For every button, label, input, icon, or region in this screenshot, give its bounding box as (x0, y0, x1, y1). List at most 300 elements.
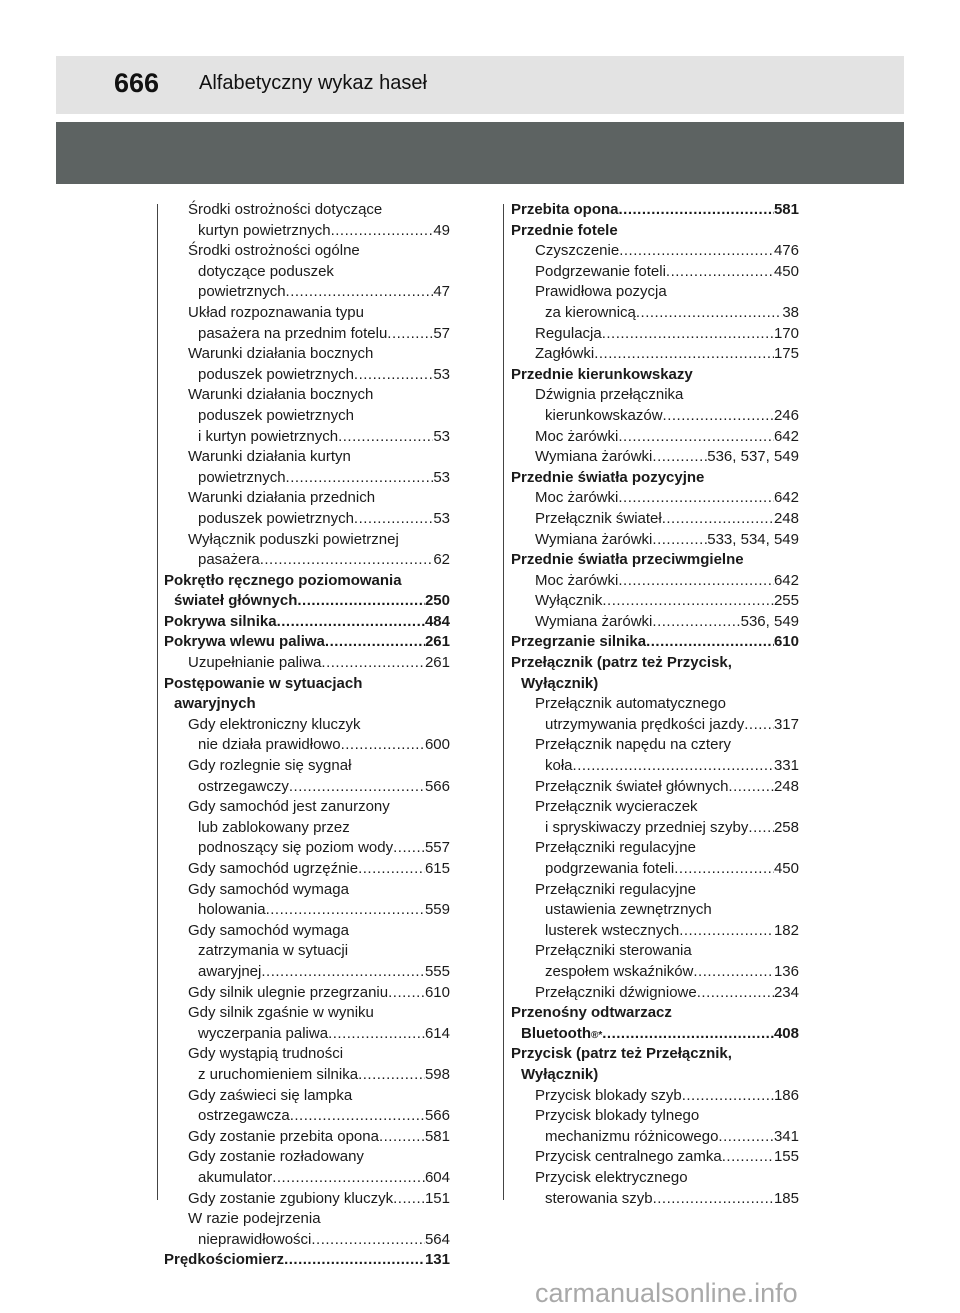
index-entry (164, 1189, 450, 1210)
index-term: i kurtyn powietrznych (198, 427, 339, 445)
index-entry (164, 1024, 450, 1045)
page-reference: 317 (773, 715, 799, 733)
leader-dots (290, 1106, 425, 1127)
index-term: Przełącznik wycieraczek (535, 798, 698, 816)
index-entry (511, 262, 799, 283)
index-entry (511, 200, 799, 221)
index-entry (511, 735, 799, 756)
page-reference: 53 (433, 427, 450, 445)
page-reference: 555 (424, 962, 450, 980)
index-entry (164, 488, 450, 509)
page-reference: 533, 534, 549 (707, 530, 799, 548)
index-entry (164, 715, 450, 736)
index-term: Warunki działania przednich (188, 489, 376, 507)
page-reference: 581 (424, 1127, 450, 1145)
index-entry (164, 921, 450, 942)
index-entry (511, 468, 799, 489)
index-entry (164, 324, 450, 345)
index-term: Gdy silnik zgaśnie w wyniku (188, 1004, 374, 1022)
index-term: lub zablokowany przez (198, 818, 350, 836)
leader-dots (261, 962, 425, 983)
index-term: Czyszczenie (535, 242, 620, 260)
index-term: ostrzegawcza (198, 1107, 290, 1125)
index-entry (164, 385, 450, 406)
index-entry (164, 509, 450, 530)
leader-dots (277, 612, 425, 633)
leader-dots (602, 591, 774, 612)
index-entry (164, 1086, 450, 1107)
index-term: lusterek wstecznych (545, 921, 680, 939)
index-entry: Bluetooth ®* ..... 408 (511, 1024, 799, 1045)
index-entry (511, 571, 799, 592)
index-entry (511, 488, 799, 509)
index-term: Wyłącznik) (521, 674, 599, 692)
leader-dots (618, 488, 774, 509)
index-term: sterowania szyb (545, 1189, 653, 1207)
page-reference: 476 (773, 242, 799, 260)
index-term: Przełącznik (patrz też Przycisk, (511, 654, 732, 672)
leader-dots (602, 1024, 774, 1045)
leader-dots (289, 777, 425, 798)
leader-dots (748, 818, 774, 839)
index-entry (511, 241, 799, 262)
page-reference: 53 (433, 509, 450, 527)
index-term: Gdy zostanie zgubiony kluczyk (188, 1189, 394, 1207)
index-entry (511, 612, 799, 633)
leader-dots (682, 1086, 774, 1107)
page-reference: 331 (773, 757, 799, 775)
index-term: Moc żarówki (535, 489, 619, 507)
leader-dots (379, 1127, 425, 1148)
index-entry (164, 818, 450, 839)
index-entry (511, 632, 799, 653)
index-entry (511, 900, 799, 921)
leader-dots (662, 509, 774, 530)
page-reference: 536, 549 (740, 612, 799, 630)
index-term: zatrzymania w sytuacji (198, 942, 349, 960)
index-entry (164, 427, 450, 448)
leader-dots (286, 468, 434, 489)
index-term: Pokrywa silnika (164, 612, 277, 630)
index-term: Przednie fotele (511, 221, 618, 239)
index-entry (511, 1086, 799, 1107)
index-entry (164, 550, 450, 571)
index-term: powietrznych (198, 468, 286, 486)
index-term: Wymiana żarówki (535, 448, 653, 466)
index-entry (511, 591, 799, 612)
index-entry (164, 859, 450, 880)
index-entry (511, 509, 799, 530)
page-reference: 598 (424, 1065, 450, 1083)
leader-dots (693, 962, 774, 983)
index-entry (164, 591, 450, 612)
leader-dots (388, 983, 425, 1004)
leader-dots (636, 303, 782, 324)
index-term: ostrzegawczy (198, 777, 289, 795)
index-term: Gdy rozlegnie się sygnał (188, 757, 352, 775)
index-term: awaryjnej (198, 962, 262, 980)
index-term: holowania (198, 901, 266, 919)
leader-dots (325, 632, 425, 653)
page-reference: 248 (773, 509, 799, 527)
index-term: Przednie światła pozycyjne (511, 468, 705, 486)
index-entry (164, 447, 450, 468)
leader-dots (338, 427, 433, 448)
index-entry (511, 365, 799, 386)
index-term: awaryjnych (174, 695, 256, 713)
page-reference: 484 (424, 612, 450, 630)
page-reference: 57 (433, 324, 450, 342)
index-entry (164, 282, 450, 303)
index-entry (164, 880, 450, 901)
index-term: Przenośny odtwarzacz (511, 1004, 672, 1022)
index-entry (511, 406, 799, 427)
index-term: akumulator (198, 1168, 273, 1186)
index-entry (511, 797, 799, 818)
index-entry (164, 468, 450, 489)
page-number: 666 (114, 68, 160, 98)
page-reference: 234 (773, 983, 799, 1001)
leader-dots (679, 921, 774, 942)
index-entry (511, 530, 799, 551)
index-term: Przycisk blokady szyb (535, 1086, 682, 1104)
page-reference: 53 (433, 468, 450, 486)
page-reference: 536, 537, 549 (707, 448, 799, 466)
index-entry (164, 735, 450, 756)
leader-dots (652, 612, 740, 633)
index-entry (164, 941, 450, 962)
index-term: Wymiana żarówki (535, 530, 653, 548)
index-term: Przełącznik napędu na cztery (535, 736, 731, 754)
leader-dots (652, 447, 707, 468)
index-entry (164, 1147, 450, 1168)
index-term: Wyłącznik) (521, 1065, 599, 1083)
index-term: Moc żarówki (535, 427, 619, 445)
index-term: dotyczące poduszek (198, 262, 334, 280)
index-term: Gdy wystąpią trudności (188, 1045, 344, 1063)
page-reference: 566 (424, 777, 450, 795)
page-reference: 246 (773, 406, 799, 424)
index-term: wyczerpania paliwa (198, 1024, 329, 1042)
leader-dots (653, 1189, 774, 1210)
index-entry (511, 1127, 799, 1148)
leader-dots (618, 571, 774, 592)
leader-dots (286, 282, 434, 303)
index-entry (164, 612, 450, 633)
page-reference: 581 (773, 201, 799, 218)
leader-dots (393, 1189, 425, 1210)
leader-dots (284, 1250, 425, 1271)
index-entry (164, 303, 450, 324)
page-reference: 185 (773, 1189, 799, 1207)
leader-dots (619, 200, 774, 221)
leader-dots (358, 859, 425, 880)
leader-dots (354, 365, 433, 386)
watermark: carmanualsonline.info (535, 1278, 798, 1308)
index-entry (164, 530, 450, 551)
index-entry (164, 694, 450, 715)
page-reference: 255 (773, 592, 799, 610)
index-entry (511, 324, 799, 345)
index-entry (511, 1044, 799, 1065)
index-entry (164, 674, 450, 695)
leader-dots (331, 221, 434, 242)
index-entry (164, 838, 450, 859)
index-term: Przełączniki regulacyjne (535, 839, 696, 857)
leader-dots (260, 550, 434, 571)
index-entry (511, 1189, 799, 1210)
index-entry (511, 1003, 799, 1024)
page-reference: 642 (773, 489, 799, 507)
index-entry (164, 221, 450, 242)
page-reference: 408 (773, 1024, 799, 1042)
leader-dots (602, 324, 774, 345)
page-reference: 248 (773, 777, 799, 795)
index-entry (511, 1065, 799, 1086)
page-reference: 155 (773, 1148, 799, 1166)
leader-dots (387, 324, 433, 345)
index-term: Układ rozpoznawania typu (188, 303, 364, 321)
index-term: Przełącznik świateł (535, 509, 662, 527)
leader-dots (311, 1230, 425, 1251)
index-term: Gdy silnik ulegnie przegrzaniu (188, 983, 389, 1001)
index-entry (164, 1003, 450, 1024)
page-reference: 261 (424, 654, 450, 672)
index-column-left (164, 200, 450, 1271)
index-entry (164, 1168, 450, 1189)
leader-dots (666, 262, 774, 283)
index-term: mechanizmu różnicowego (545, 1127, 719, 1145)
index-entry (511, 221, 799, 242)
index-term: Przełącznik świateł głównych (535, 777, 729, 795)
index-term: Przełącznik automatycznego (535, 695, 726, 713)
index-entry (164, 962, 450, 983)
page-reference: 566 (424, 1107, 450, 1125)
index-term: Postępowanie w sytuacjach (164, 674, 363, 692)
page-reference: 170 (773, 324, 799, 342)
leader-dots (573, 756, 774, 777)
index-term: Gdy zaświeci się lampka (188, 1086, 353, 1104)
index-term: Wyłącznik (535, 592, 603, 610)
index-term: pasażera na przednim fotelu (198, 324, 388, 342)
index-entry (511, 983, 799, 1004)
index-entry (164, 777, 450, 798)
leader-dots (646, 632, 774, 653)
index-entry (164, 241, 450, 262)
index-term: Prawidłowa pozycja (535, 283, 667, 301)
leader-dots (321, 653, 425, 674)
index-term: Gdy samochód wymaga (188, 921, 349, 939)
header-band (56, 122, 904, 184)
index-term: Prędkościomierz (164, 1251, 285, 1269)
index-entry (511, 777, 799, 798)
page-reference: 250 (424, 592, 450, 610)
leader-dots (297, 591, 425, 612)
page-reference: 261 (424, 633, 450, 651)
index-entry (511, 921, 799, 942)
leader-dots (722, 1147, 774, 1168)
index-term: Regulacja (535, 324, 602, 342)
index-term: ustawienia zewnętrznych (545, 901, 712, 919)
index-entry (511, 550, 799, 571)
index-entry (164, 344, 450, 365)
index-entry (164, 571, 450, 592)
index-term: Moc żarówki (535, 571, 619, 589)
page-reference: 38 (782, 303, 799, 321)
page-reference: 131 (424, 1251, 450, 1269)
index-term: powietrznych (198, 283, 286, 301)
index-entry (511, 818, 799, 839)
index-term: podgrzewania foteli (545, 860, 675, 877)
index-entry (511, 694, 799, 715)
index-term: Środki ostrożności dotyczące (188, 201, 383, 218)
index-term: Pokrywa wlewu paliwa (164, 633, 325, 651)
index-term: z uruchomieniem silnika (198, 1065, 359, 1083)
index-entry (511, 1147, 799, 1168)
leader-dots (341, 735, 425, 756)
page-reference: 151 (424, 1189, 450, 1207)
leader-dots (674, 859, 774, 880)
index-term: Podgrzewanie foteli (535, 262, 666, 280)
index-term: Gdy samochód wymaga (188, 880, 349, 898)
index-term: kurtyn powietrznych (198, 221, 331, 239)
index-term: Przycisk (patrz też Przełącznik, (511, 1045, 732, 1063)
index-term: Gdy zostanie przebita opona (188, 1127, 379, 1145)
page-reference: 604 (424, 1168, 450, 1186)
index-term: Gdy elektroniczny kluczyk (188, 715, 361, 733)
leader-dots (652, 530, 707, 551)
index-term: Wyłącznik poduszki powietrznej (188, 530, 399, 548)
index-term: Warunki działania kurtyn (188, 448, 351, 466)
index-term: Bluetooth (521, 1024, 591, 1042)
page-title: Alfabetyczny wykaz haseł (199, 72, 427, 94)
index-entry (164, 632, 450, 653)
index-entry (164, 1209, 450, 1230)
index-term: zespołem wskaźników (545, 962, 694, 980)
index-entry (164, 756, 450, 777)
index-term: Przełączniki dźwigniowe (535, 983, 697, 1001)
leader-dots (663, 406, 774, 427)
page-reference: 615 (424, 860, 450, 877)
leader-dots (354, 509, 433, 530)
index-entry (164, 406, 450, 427)
index-column-right (511, 200, 799, 1209)
index-entry (164, 1230, 450, 1251)
index-term: Wymiana żarówki (535, 612, 653, 630)
index-term: utrzymywania prędkości jazdy (545, 715, 745, 733)
leader-dots (272, 1168, 425, 1189)
index-term: Gdy samochód jest zanurzony (188, 798, 390, 816)
index-term: podnoszący się poziom wody (198, 839, 394, 857)
index-entry (164, 1250, 450, 1271)
page-reference: 53 (433, 365, 450, 383)
index-entry (511, 756, 799, 777)
index-term: Środki ostrożności ogólne (188, 242, 360, 260)
index-term: poduszek powietrznych (198, 509, 354, 527)
page-reference: 600 (424, 736, 450, 754)
page-reference: 564 (424, 1230, 450, 1248)
leader-dots (328, 1024, 425, 1045)
leader-dots (728, 777, 774, 798)
index-term: Przebita opona (511, 201, 619, 218)
index-term: Zagłówki (535, 345, 595, 363)
page-reference: 136 (773, 962, 799, 980)
index-entry (164, 900, 450, 921)
index-term: Przegrzanie silnika (511, 633, 647, 651)
right-column-rule (503, 204, 504, 1200)
index-entry (511, 385, 799, 406)
page-reference: 49 (433, 221, 450, 239)
index-entry (511, 1168, 799, 1189)
page-reference: 614 (424, 1024, 450, 1042)
page-reference: 559 (424, 901, 450, 919)
index-term: Gdy samochód ugrzęźnie (188, 860, 359, 877)
index-term: Przycisk elektrycznego (535, 1168, 688, 1186)
page-reference: 642 (773, 427, 799, 445)
index-term: Warunki działania bocznych (188, 345, 374, 363)
index-entry (511, 282, 799, 303)
index-entry (164, 797, 450, 818)
index-term: Przycisk centralnego zamka (535, 1148, 722, 1166)
leader-dots (718, 1127, 774, 1148)
index-term: Dźwignia przełącznika (535, 386, 684, 404)
index-entry (511, 653, 799, 674)
index-term: Uzupełnianie paliwa (188, 654, 322, 672)
index-entry (511, 1106, 799, 1127)
leader-dots (619, 241, 774, 262)
index-term: nieprawidłowości (198, 1230, 312, 1248)
leader-dots (594, 344, 774, 365)
leader-dots (618, 427, 774, 448)
page-reference: 610 (424, 983, 450, 1001)
index-term: za kierownicą (545, 303, 636, 321)
page-reference: 610 (773, 633, 799, 651)
page-reference: 175 (773, 345, 799, 363)
index-entry (164, 983, 450, 1004)
page-reference: 47 (433, 283, 450, 301)
index-term: i spryskiwaczy przedniej szyby (545, 818, 749, 836)
leader-dots (393, 838, 425, 859)
index-entry (164, 1106, 450, 1127)
index-term: Warunki działania bocznych (188, 386, 374, 404)
index-entry (511, 303, 799, 324)
index-entry (164, 200, 450, 221)
page-reference: 182 (773, 921, 799, 939)
index-entry (511, 427, 799, 448)
page-header (56, 56, 904, 114)
index-entry (511, 838, 799, 859)
index-entry (164, 1127, 450, 1148)
index-term: pasażera (198, 551, 260, 569)
index-term: W razie podejrzenia (188, 1210, 321, 1228)
page-reference: 642 (773, 571, 799, 589)
index-entry (511, 880, 799, 901)
index-entry (511, 674, 799, 695)
page-reference: 186 (773, 1086, 799, 1104)
index-entry (511, 859, 799, 880)
index-term: Przednie kierunkowskazy (511, 365, 693, 383)
index-entry (164, 365, 450, 386)
page-reference: 341 (773, 1127, 799, 1145)
leader-dots (697, 983, 774, 1004)
page-reference: 450 (773, 860, 799, 877)
index-term: Przycisk blokady tylnego (535, 1107, 700, 1125)
index-term: poduszek powietrznych (198, 406, 354, 424)
index-entry (164, 262, 450, 283)
page-reference: 557 (424, 839, 450, 857)
index-term: świateł głównych (174, 592, 298, 610)
index-term: Gdy zostanie rozładowany (188, 1148, 364, 1166)
